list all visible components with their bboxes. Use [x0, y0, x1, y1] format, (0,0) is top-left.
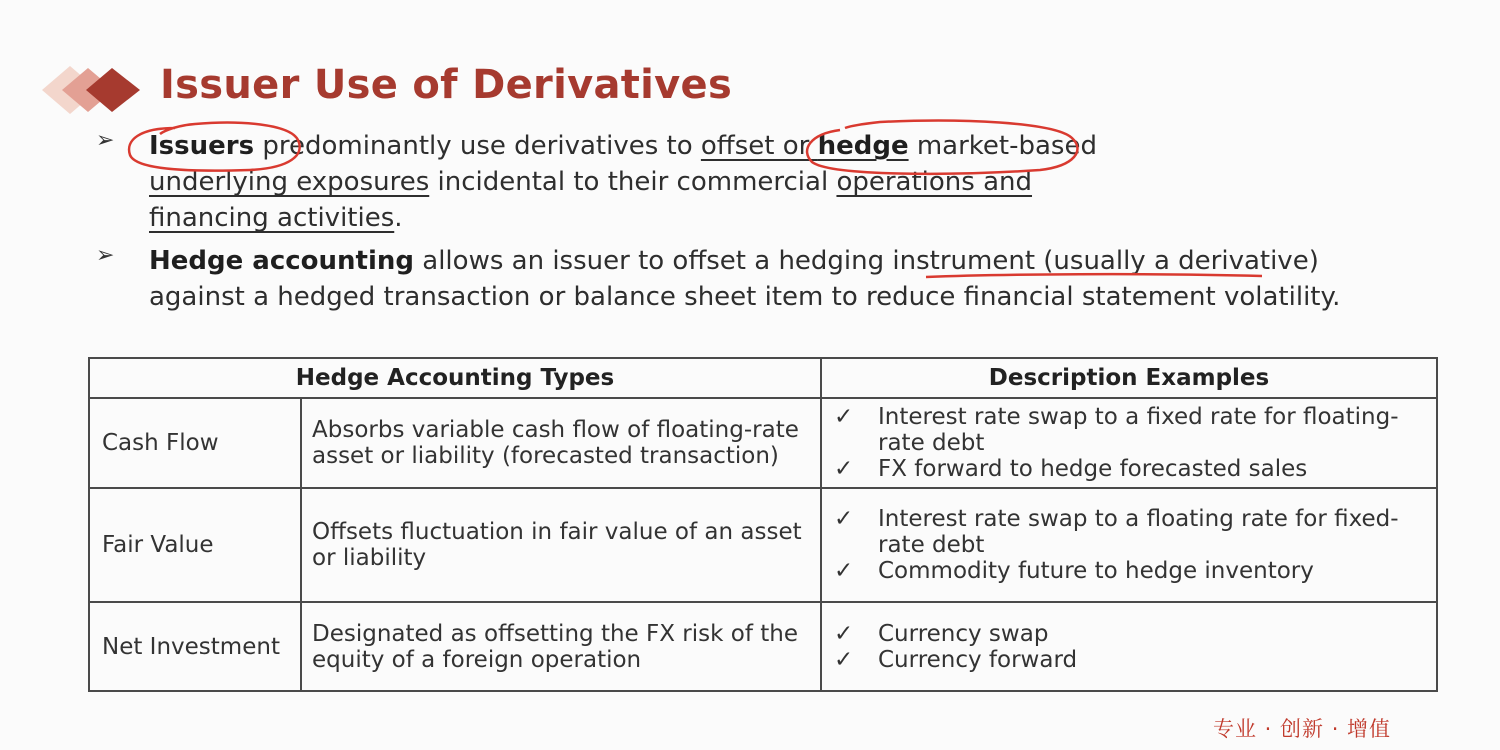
term-offset-hedge — [701, 131, 909, 161]
bullet-text — [149, 128, 1389, 236]
example-item — [832, 456, 1426, 482]
example-item — [832, 404, 1426, 456]
example-text: Interest rate swap to a floating rate for fixed-rate debt — [878, 506, 1399, 558]
table-row — [89, 602, 1437, 691]
checkmark-icon: ✓ — [834, 646, 854, 673]
checkmark-icon: ✓ — [834, 558, 854, 584]
text-segment: predominantly use derivatives to — [254, 131, 701, 161]
checkmark-icon: ✓ — [834, 404, 854, 430]
example-item — [832, 558, 1426, 584]
footer-slogan: 专业 · 创新 · 增值 — [1213, 717, 1392, 741]
row-examples — [821, 602, 1437, 691]
bullet-text — [149, 243, 1389, 315]
term-hedge-accounting: Hedge accounting — [149, 246, 415, 276]
row-description: Absorbs variable cash flow of floating-rate asset or liability (forecasted transaction) — [301, 398, 821, 488]
row-type: Cash Flow — [89, 398, 301, 488]
example-text: FX forward to hedge forecasted sales — [878, 456, 1308, 482]
text-segment: incidental to their commercial — [429, 167, 837, 197]
title-diamonds-icon — [40, 62, 150, 118]
example-text: Commodity future to hedge inventory — [878, 558, 1314, 584]
row-type: Fair Value — [89, 488, 301, 602]
text-segment: allows an issuer to offset a — [414, 246, 779, 276]
term-issuers: Issuers — [149, 131, 255, 161]
arrow-bullet-icon: ➢ — [96, 243, 115, 268]
example-item — [832, 647, 1426, 673]
text-segment: . — [394, 203, 403, 233]
checkmark-icon: ✓ — [834, 506, 854, 532]
text-segment: market-based — [908, 131, 1097, 161]
example-item — [832, 506, 1426, 558]
term-hedge: hedge — [817, 131, 909, 161]
header-types: Hedge Accounting Types — [89, 358, 821, 398]
term-operations: operations and — [836, 167, 1033, 197]
table-row — [89, 398, 1437, 488]
row-description: Designated as offsetting the FX risk of the equity of a foreign operation — [301, 602, 821, 691]
example-text: Interest rate swap to a fixed rate for floating-rate debt — [878, 404, 1399, 456]
term-financing: financing activities — [149, 203, 395, 233]
term-hedging-instrument: hedging instrument — [778, 246, 1036, 276]
term-underlying-exposures: underlying exposures — [149, 167, 430, 197]
table-row — [89, 488, 1437, 602]
checkmark-icon: ✓ — [834, 620, 854, 647]
example-text: Currency swap — [878, 620, 1049, 647]
header-examples: Description Examples — [821, 358, 1437, 398]
example-item — [832, 621, 1426, 647]
text-segment: (usually a derivative) against a hedged transaction or balance sheet item to reduce financial statement volatility. — [149, 246, 1341, 312]
row-examples — [821, 488, 1437, 602]
row-examples — [821, 398, 1437, 488]
hedge-accounting-table — [88, 357, 1438, 692]
checkmark-icon: ✓ — [834, 456, 854, 482]
table-header-row — [89, 358, 1437, 398]
page-title: Issuer Use of Derivatives — [160, 62, 733, 108]
example-text: Currency forward — [878, 646, 1078, 673]
text-segment: offset or — [700, 131, 818, 161]
row-type: Net Investment — [89, 602, 301, 691]
row-description: Offsets fluctuation in fair value of an asset or liability — [301, 488, 821, 602]
arrow-bullet-icon: ➢ — [96, 128, 115, 153]
